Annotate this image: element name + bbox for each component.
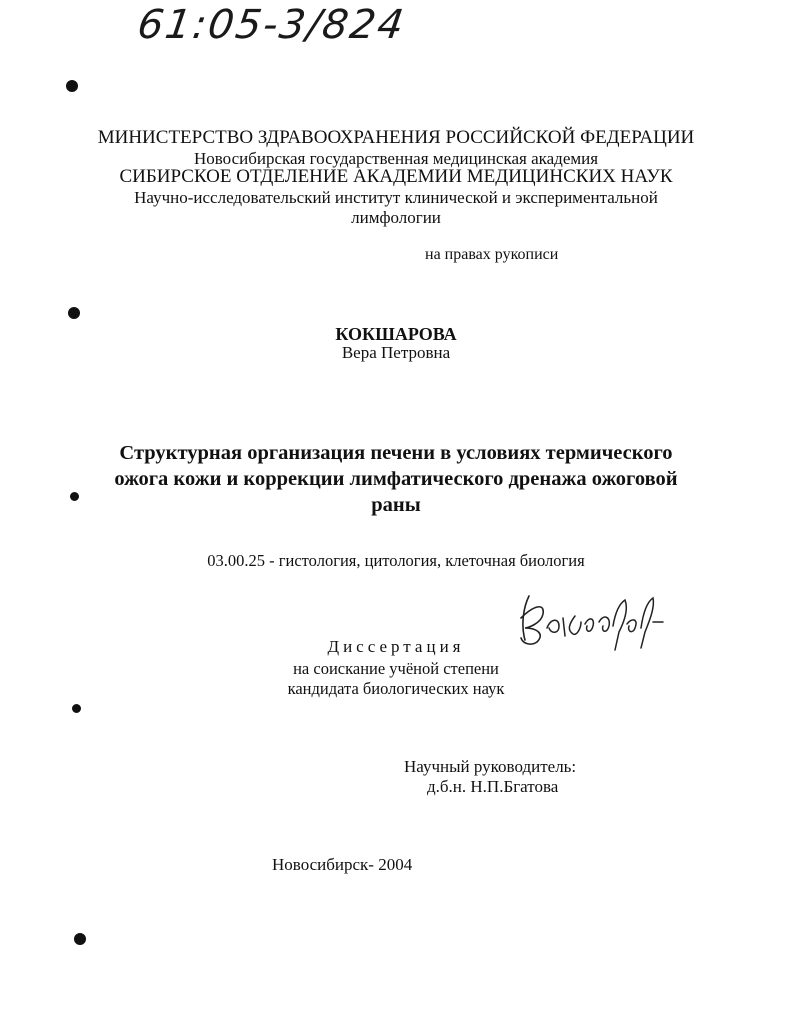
institute-name-line2: лимфологии	[351, 208, 441, 227]
rights-note: на правах рукописи	[425, 246, 559, 263]
title-line: раны	[371, 494, 421, 516]
author-surname: КОКШАРОВА	[335, 324, 457, 344]
institute-name-line1: Научно-исследовательский институт клинической и экспериментальной	[134, 188, 658, 207]
degree-line1: на соискание учёной степени	[293, 659, 499, 678]
degree-line2: кандидата биологических наук	[287, 679, 505, 698]
archive-number: 61:05-3/824	[134, 2, 409, 48]
specialty-code: 03.00.25 - гистология, цитология, клеточная биология	[207, 551, 585, 570]
title-line: Структурная организация печени в условиях термического	[119, 442, 673, 464]
ministry-heading: МИНИСТЕРСТВО ЗДРАВООХРАНЕНИЯ РОССИЙСКОЙ ФЕДЕРАЦИИ	[97, 127, 695, 148]
binding-hole-mark	[66, 80, 78, 92]
title-line: ожога кожи и коррекции лимфатического дренажа ожоговой	[114, 468, 678, 490]
academy-name: Новосибирская государственная медицинская академия	[193, 149, 599, 168]
supervisor-name: д.б.н. Н.П.Бгатова	[427, 777, 559, 796]
city-year: Новосибирск- 2004	[272, 855, 413, 874]
branch-heading: СИБИРСКОЕ ОТДЕЛЕНИЕ АКАДЕМИИ МЕДИЦИНСКИХ НАУК	[119, 166, 673, 187]
author-name: Вера Петровна	[341, 343, 451, 362]
dissertation-title	[0, 440, 792, 518]
binding-hole-mark	[68, 307, 80, 319]
binding-hole-mark	[72, 704, 81, 713]
binding-hole-mark	[74, 933, 86, 945]
dissertation-label: Диссертация	[327, 637, 465, 656]
supervisor-label: Научный руководитель:	[404, 757, 577, 776]
